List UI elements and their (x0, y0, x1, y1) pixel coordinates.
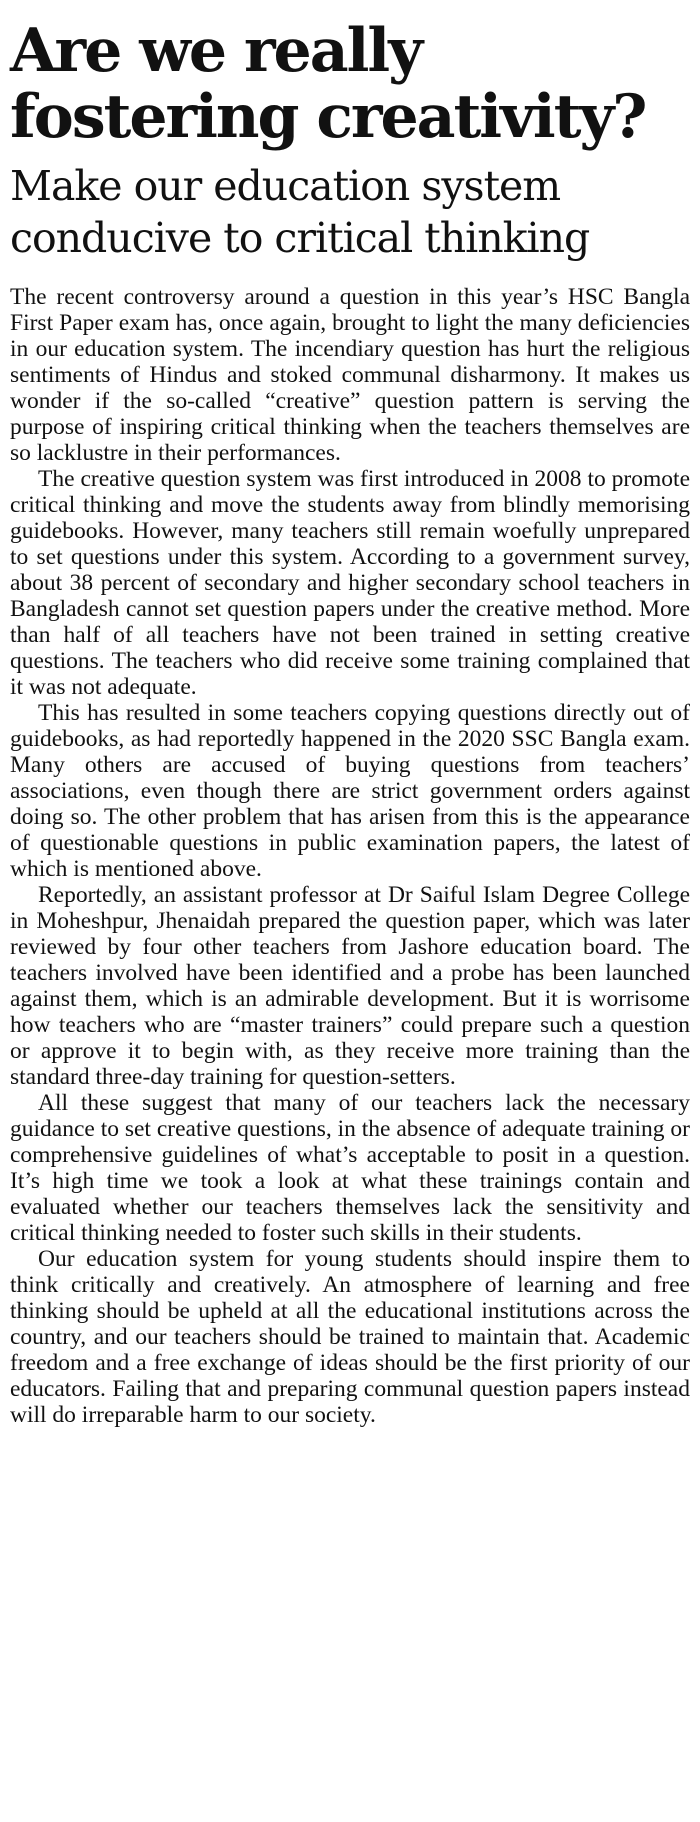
paragraph-6: Our education system for young students should inspire them to think critically and creatively. An atmosphere of learning and free thinking should be upheld at all the educational institutions across the country, and our teachers should be trained to maintain that. Academic freedom and a free exchange of ideas should be the first priority of our educators. Failing that and preparing communal question papers instead will do irreparable harm to our society. (10, 1246, 690, 1428)
paragraph-4: Reportedly, an assistant professor at Dr Saiful Islam Degree College in Moheshpur, Jhenaidah prepared the question paper, which was later reviewed by four other teachers from Jashore education board. The teachers involved have been identified and a probe has been launched against them, which is an admirable development. But it is worrisome how teachers who are “master trainers” could prepare such a question or approve it to begin with, as they receive more training than the standard three-day training for question-setters. (10, 882, 690, 1090)
paragraph-3: This has resulted in some teachers copying questions directly out of guidebooks, as had reportedly happened in the 2020 SSC Bangla exam. Many others are accused of buying questions from teachers’ associations, even though there are strict government orders against doing so. The other problem that has arisen from this is the appearance of questionable questions in public examination papers, the latest of which is mentioned above. (10, 700, 690, 882)
article-body (10, 284, 690, 1428)
paragraph-2: The creative question system was first introduced in 2008 to promote critical thinking and move the students away from blindly memorising guidebooks. However, many teachers still remain woefully unprepared to set questions under this system. According to a government survey, about 38 percent of secondary and higher secondary school teachers in Bangladesh cannot set question papers under the creative method. More than half of all teachers have not been trained in setting creative questions. The teachers who did receive some training complained that it was not adequate. (10, 466, 690, 700)
subheadline: Make our education system conducive to critical thinking (10, 162, 590, 262)
paragraph-5: All these suggest that many of our teachers lack the necessary guidance to set creative questions, in the absence of adequate training or comprehensive guidelines of what’s acceptable to posit in a question. It’s high time we took a look at what these trainings contain and evaluated whether our teachers themselves lack the sensitivity and critical thinking needed to foster such skills in their students. (10, 1090, 690, 1246)
paragraph-1: The recent controversy around a question in this year’s HSC Bangla First Paper exam has, once again, brought to light the many deficiencies in our education system. The incendiary question has hurt the religious sentiments of Hindus and stoked communal disharmony. It makes us wonder if the so-called “creative” question pattern is serving the purpose of inspiring critical thinking when the teachers themselves are so lacklustre in their performances. (10, 284, 690, 466)
headline: Are we really fostering creativity? (10, 16, 646, 152)
